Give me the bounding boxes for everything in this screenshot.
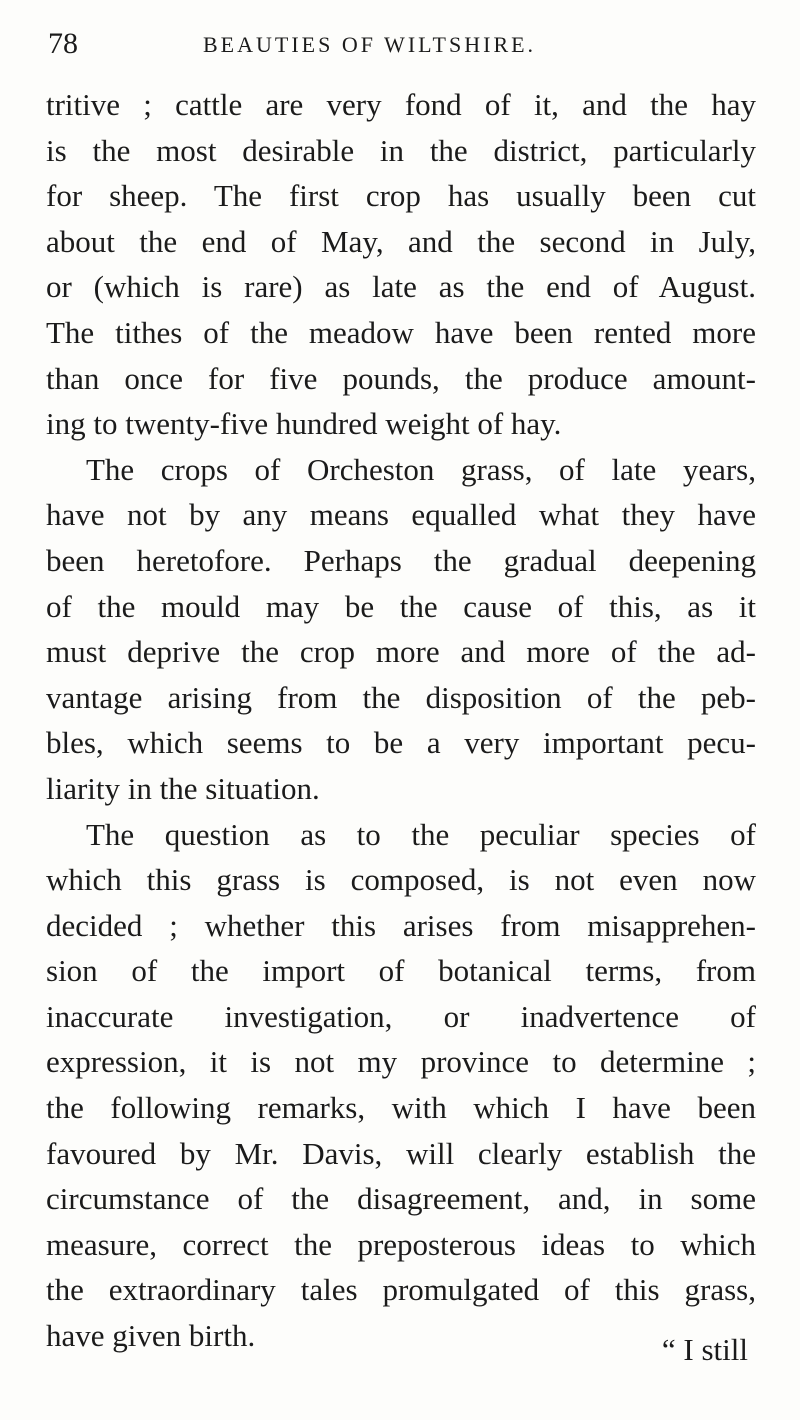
text-line: tritive ; cattle are very fond of it, and the hay [46, 87, 756, 122]
text-line: which this grass is composed, is not even now [46, 862, 756, 898]
text-line: of the mould may be the cause of this, as it [46, 588, 756, 624]
text-line: is the most desirable in the district, particularly [46, 132, 756, 168]
text-line: than once for five pounds, the produce amount- [46, 360, 756, 396]
text-line: circumstance of the disagreement, and, in some [46, 1181, 756, 1217]
text-line: measure, correct the preposterous ideas to which [46, 1226, 756, 1262]
paragraph [46, 812, 756, 1359]
text-line: have not by any means equalled what they have [46, 497, 756, 533]
text-line: sion of the import of botanical terms, from [46, 953, 756, 989]
text-line: the following remarks, with which I have been [46, 1090, 756, 1126]
text-line: vantage arising from the disposition of the peb- [46, 679, 756, 715]
text-line: liarity in the situation. [46, 770, 320, 806]
text-line: the extraordinary tales promulgated of this grass, [46, 1272, 756, 1308]
body-text [46, 82, 756, 1359]
text-line: expression, it is not my province to determine ; [46, 1044, 756, 1080]
text-line: about the end of May, and the second in July, [46, 223, 756, 259]
running-title: BEAUTIES OF WILTSHIRE. [203, 32, 537, 57]
text-line: The crops of Orcheston grass, of late years, [86, 451, 756, 487]
text-line: been heretofore. Perhaps the gradual deepening [46, 542, 756, 578]
text-line: The question as to the peculiar species of [86, 816, 756, 852]
text-line: must deprive the crop more and more of the ad- [46, 634, 756, 670]
text-line: or (which is rare) as late as the end of August. [46, 269, 756, 305]
catchword: “ I still [661, 1332, 748, 1367]
running-head [48, 26, 760, 62]
text-line: for sheep. The first crop has usually been cut [46, 178, 756, 214]
paragraph [46, 82, 756, 447]
text-line: bles, which seems to be a very important pecu- [46, 725, 756, 761]
text-line: decided ; whether this arises from misapprehen- [46, 907, 756, 943]
page-number: 78 [48, 27, 78, 60]
text-line: have given birth. [46, 1318, 256, 1354]
text-line: inaccurate investigation, or inadvertence of [46, 998, 756, 1034]
text-line: The tithes of the meadow have been rented more [46, 314, 756, 350]
paragraph [46, 447, 756, 812]
text-line: ing to twenty-five hundred weight of hay. [46, 406, 562, 442]
text-line: favoured by Mr. Davis, will clearly establish the [46, 1135, 756, 1171]
